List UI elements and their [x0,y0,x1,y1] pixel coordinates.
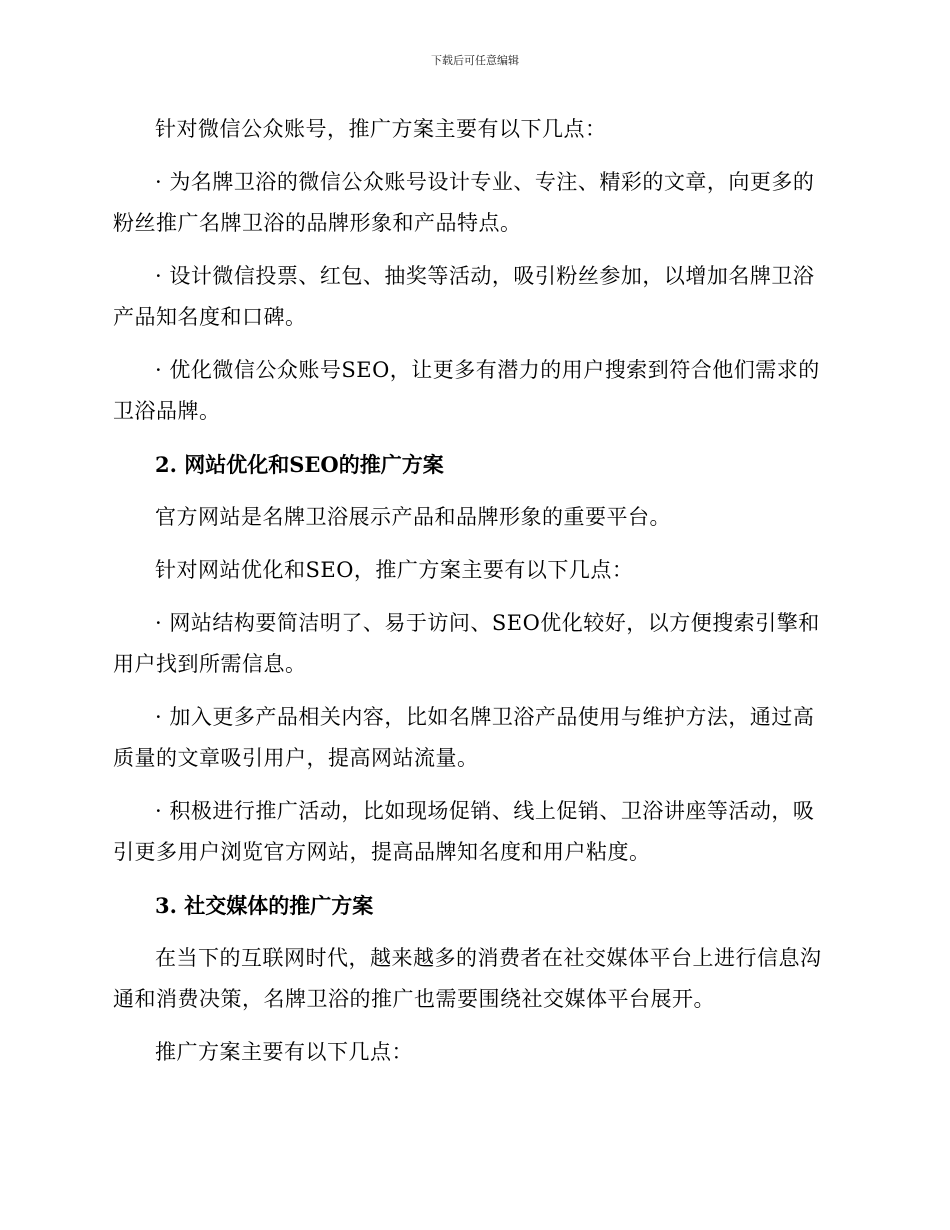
bullet-paragraph: · 设计微信投票、红包、抽奖等活动，吸引粉丝参加，以增加名牌卫浴产品知名度和口碑。 [113,264,815,329]
page-header: 下载后可任意编辑 [431,54,519,67]
paragraph: 在当下的互联网时代，越来越多的消费者在社交媒体平台上进行信息沟通和消费决策，名牌卫浴的推广也需要围绕社交媒体平台展开。 [113,946,822,1011]
section-heading: 2. 网站优化和SEO的推广方案 [155,452,444,477]
paragraph: 针对网站优化和SEO，推广方案主要有以下几点： [155,558,634,582]
bullet-paragraph: · 优化微信公众账号SEO，让更多有潜力的用户搜索到符合他们需求的卫浴品牌。 [113,358,820,423]
paragraph: 推广方案主要有以下几点： [155,1040,413,1064]
paragraph: 针对微信公众账号，推广方案主要有以下几点： [155,117,607,141]
paragraph: 官方网站是名牌卫浴展示产品和品牌形象的重要平台。 [155,505,671,529]
bullet-paragraph: · 为名牌卫浴的微信公众账号设计专业、专注、精彩的文章，向更多的粉丝推广名牌卫浴的品牌形象和产品特点。 [113,170,815,235]
bullet-paragraph: · 网站结构要简洁明了、易于访问、SEO优化较好，以方便搜索引擎和用户找到所需信息。 [113,611,820,676]
bullet-paragraph: · 积极进行推广活动，比如现场促销、线上促销、卫浴讲座等活动，吸引更多用户浏览官方网站，提高品牌知名度和用户粘度。 [113,799,815,864]
section-heading: 3. 社交媒体的推广方案 [155,893,374,918]
bullet-paragraph: · 加入更多产品相关内容，比如名牌卫浴产品使用与维护方法，通过高质量的文章吸引用户，提高网站流量。 [113,705,815,770]
document-body [113,109,831,1085]
